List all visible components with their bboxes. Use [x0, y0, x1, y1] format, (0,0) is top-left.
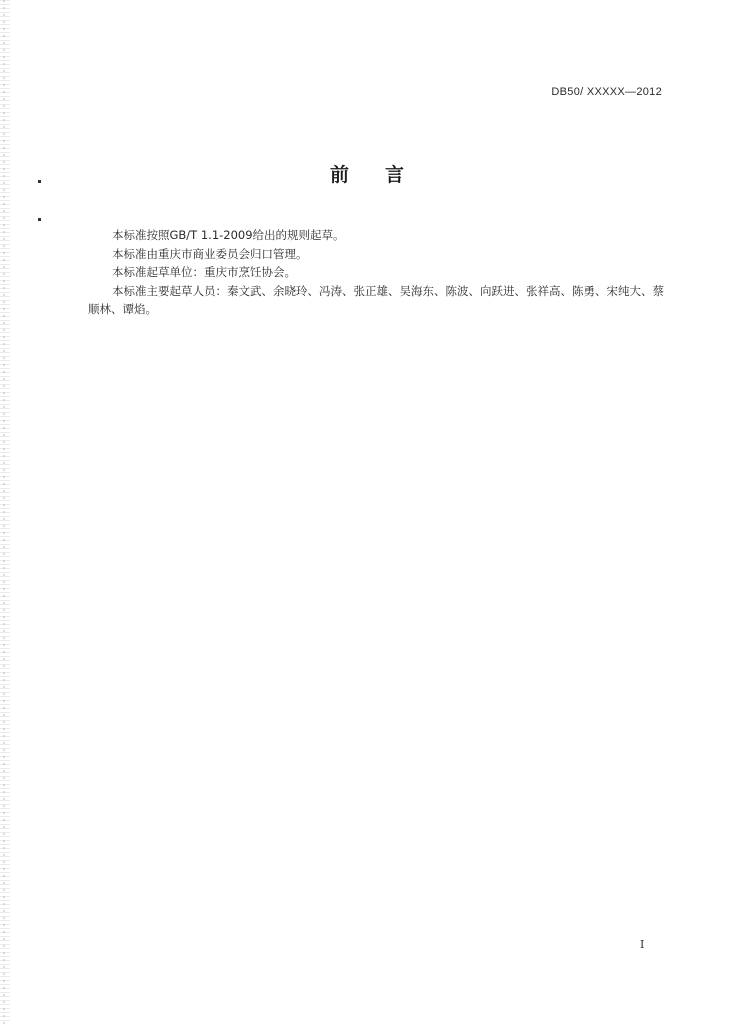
paragraph-administration: 本标准由重庆市商业委员会归口管理。 — [112, 246, 308, 261]
page-title: 前言 — [329, 164, 440, 186]
document-code: DB50/ XXXXX—2012 — [551, 86, 662, 98]
paragraph-drafting-unit: 本标准起草单位：重庆市烹饪协会。 — [112, 265, 296, 279]
body-text — [88, 226, 668, 319]
paragraph-drafting-rules: 本标准按照GB/T 1.1-2009给出的规则起草。 — [112, 228, 345, 242]
paragraph-drafters: 本标准主要起草人员：秦文武、余晓玲、冯涛、张正雄、吴海东、陈波、向跃进、张祥高、陈勇、宋纯大、蔡顺林、谭焰。 — [88, 283, 664, 316]
margin-mark — [38, 218, 41, 221]
page-number: I — [640, 938, 645, 951]
scan-edge — [0, 0, 10, 1024]
